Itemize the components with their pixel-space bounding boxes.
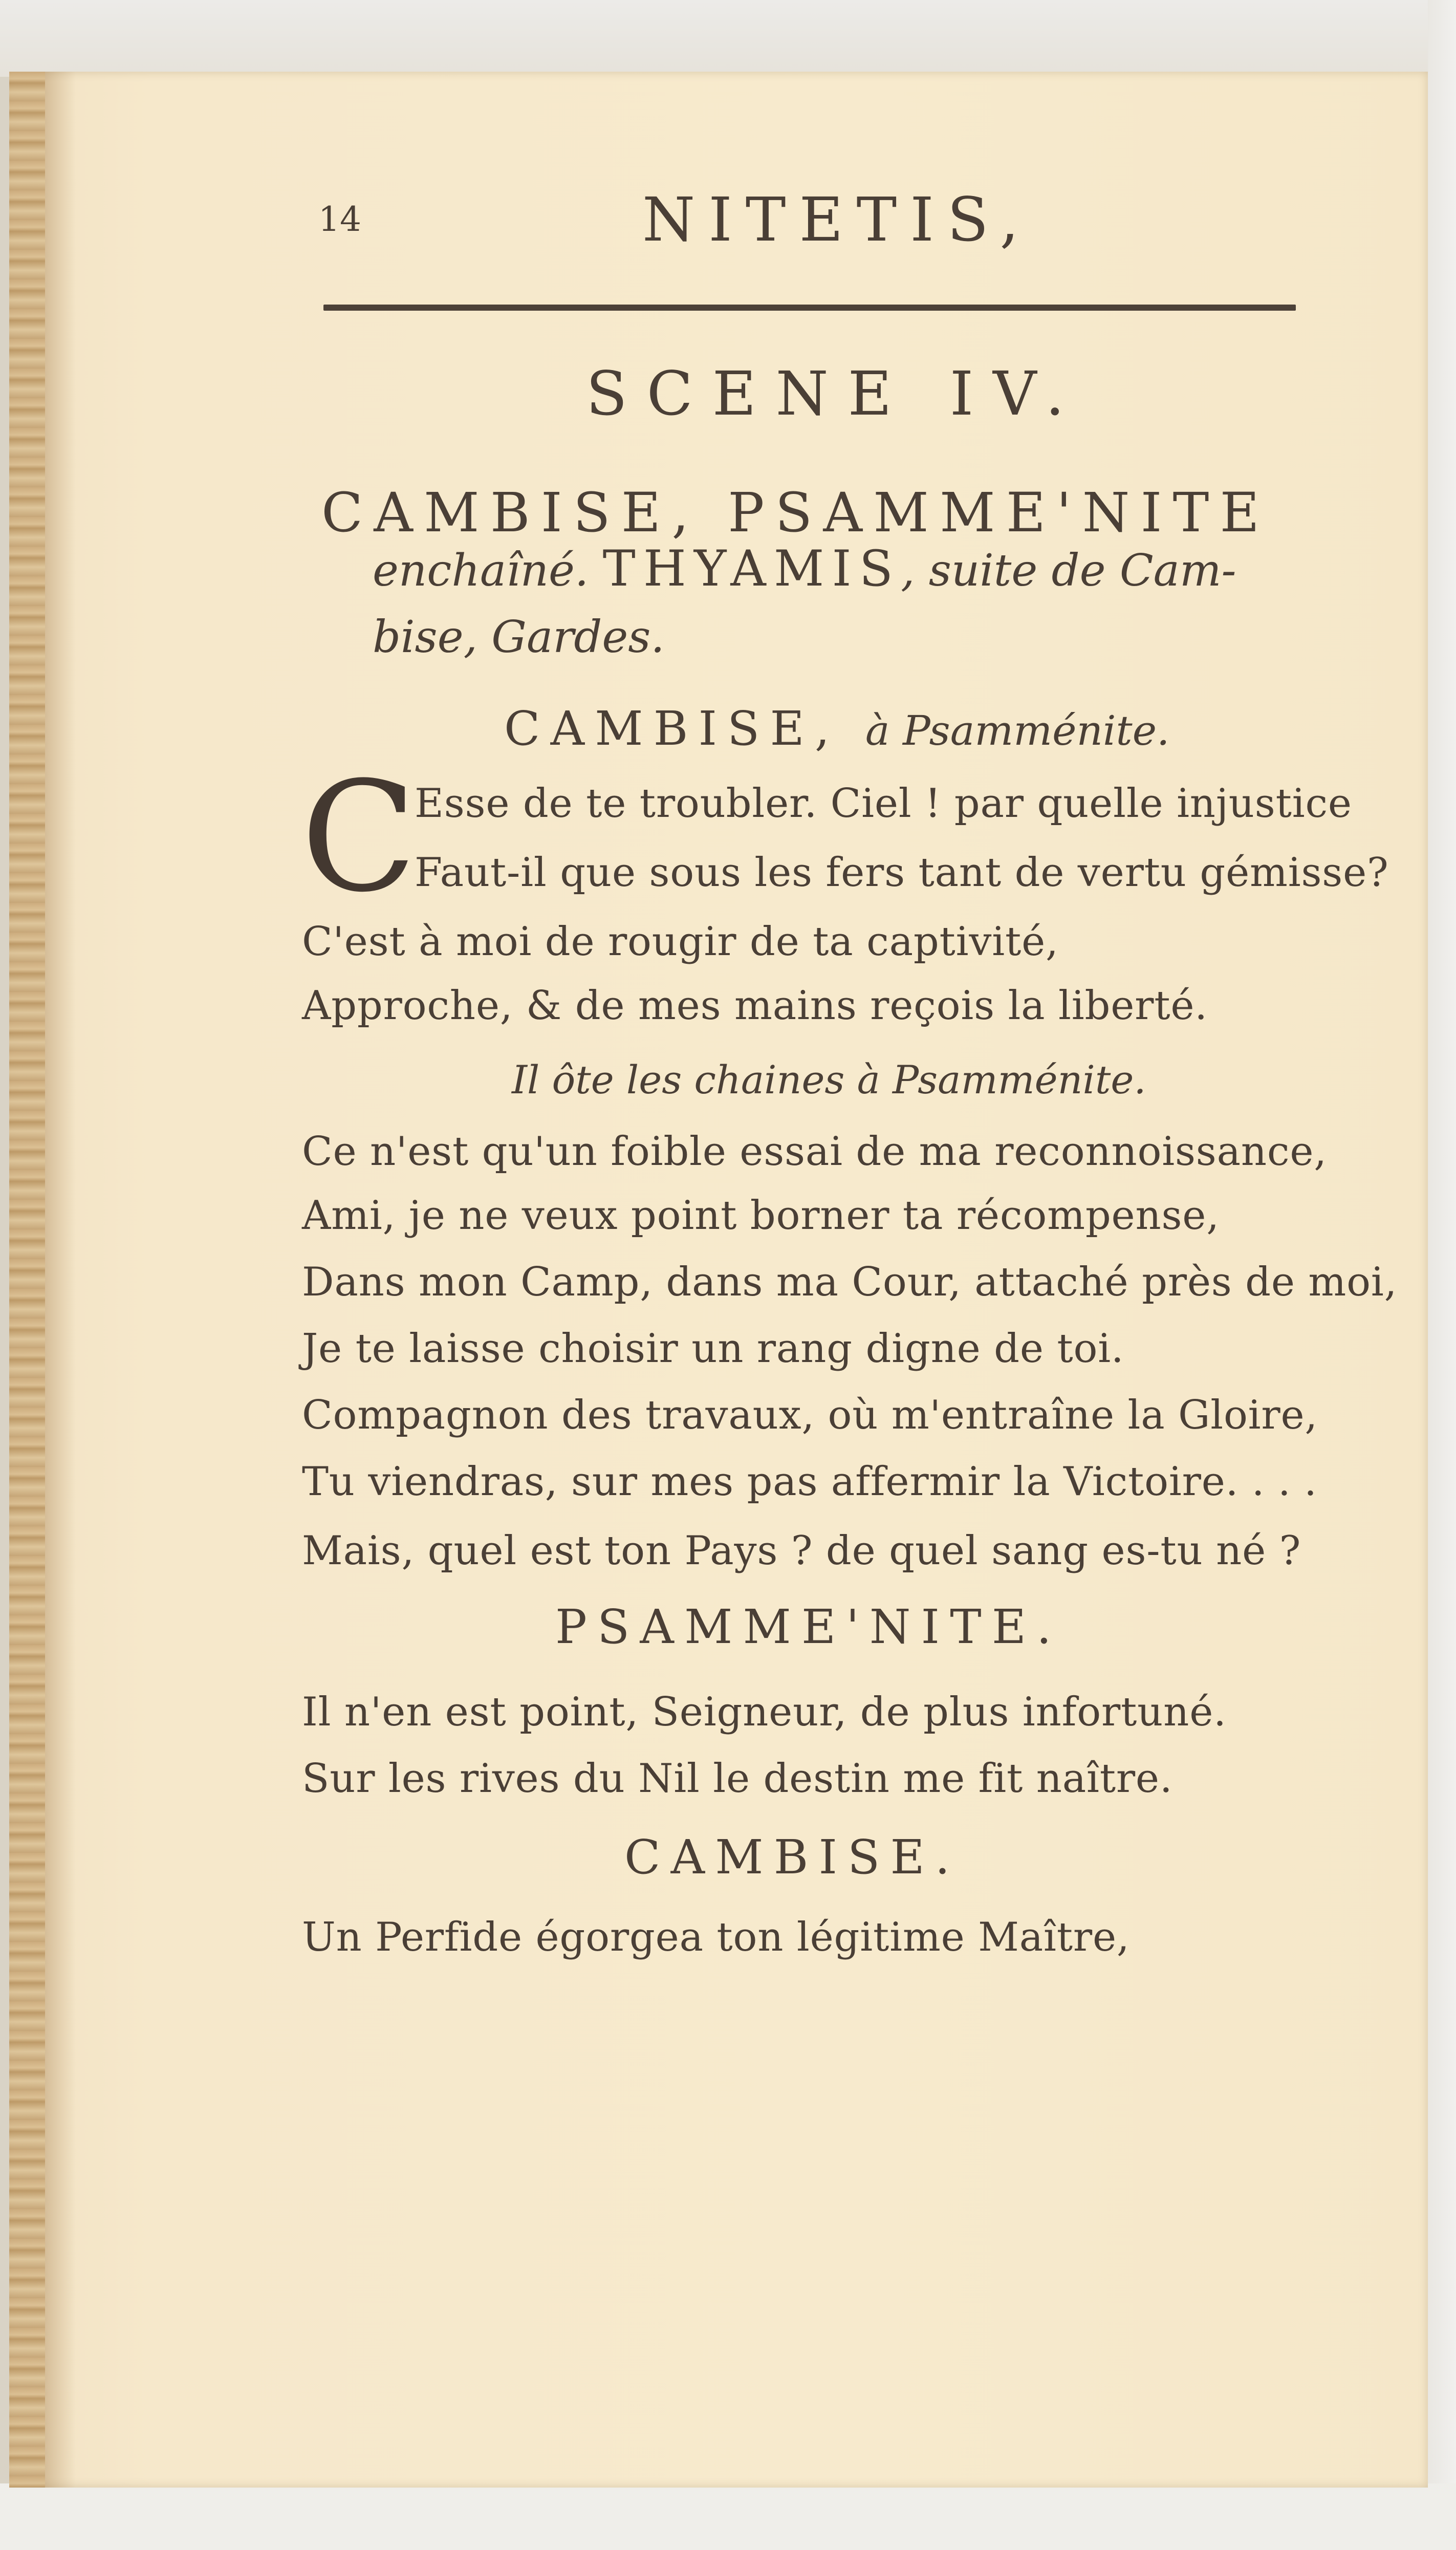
cast-list-line-2	[373, 540, 1236, 597]
verse-line: Un Perfide égorgea ton légitime Maître,	[302, 1914, 1130, 1960]
cast-note-suite: , suite de Cam-	[901, 545, 1236, 596]
cast-list-line-1: CAMBISE, PSAMME'NITE	[321, 481, 1271, 544]
running-title: NITETIS,	[642, 184, 1032, 255]
cast-note-gardes: bise, Gardes.	[373, 612, 665, 663]
cast-list-line-3	[373, 612, 665, 663]
verse-line: Approche, & de mes mains reçois la liberté.	[302, 983, 1208, 1029]
verse-line: Faut-il que sous les fers tant de vertu gémisse?	[415, 850, 1389, 896]
verse-line: Dans mon Camp, dans ma Cour, attaché près de moi,	[302, 1259, 1398, 1305]
gutter-shadow	[45, 72, 76, 2488]
scan-background-top	[0, 0, 1456, 77]
speaker-direction: à Psamménite.	[865, 707, 1170, 754]
verse-line: Mais, quel est ton Pays ? de quel sang es-tu né ?	[302, 1528, 1301, 1574]
header-rule	[323, 305, 1296, 311]
scan-background-bottom	[0, 2483, 1456, 2550]
verse-line: Ami, je ne veux point borner ta récompense,	[302, 1193, 1220, 1239]
verse-line: Sur les rives du Nil le destin me fit naître.	[302, 1756, 1173, 1802]
scene-title: SCENE IV.	[586, 358, 1084, 429]
scan-background-right	[1428, 0, 1456, 2550]
verse-line: Compagnon des travaux, où m'entraîne la Gloire,	[302, 1392, 1318, 1438]
speaker-psammenite: PSAMME'NITE.	[555, 1600, 1062, 1654]
verse-line: Je te laisse choisir un rang digne de toi.	[302, 1326, 1124, 1372]
speaker-name: CAMBISE,	[504, 701, 840, 756]
speaker-cambise-1	[504, 701, 1169, 756]
verse-line: Ce n'est qu'un foible essai de ma reconnoissance,	[302, 1129, 1327, 1175]
verse-line: Esse de te troubler. Ciel ! par quelle injustice	[415, 781, 1352, 827]
page-number: 14	[318, 200, 361, 239]
cast-note-enchaine: enchaîné.	[373, 545, 589, 596]
verse-line: Tu viendras, sur mes pas affermir la Victoire. . . .	[302, 1459, 1317, 1505]
cast-name-thyamis: THYAMIS	[602, 540, 901, 597]
book-spine-edge	[9, 72, 45, 2488]
verse-line: C'est à moi de rougir de ta captivité,	[302, 919, 1059, 965]
speaker-cambise-2: CAMBISE.	[624, 1830, 961, 1885]
drop-capital: C	[301, 749, 417, 925]
verse-line: Il n'en est point, Seigneur, de plus infortuné.	[302, 1689, 1227, 1735]
stage-direction: Il ôte les chaines à Psamménite.	[512, 1057, 1146, 1103]
